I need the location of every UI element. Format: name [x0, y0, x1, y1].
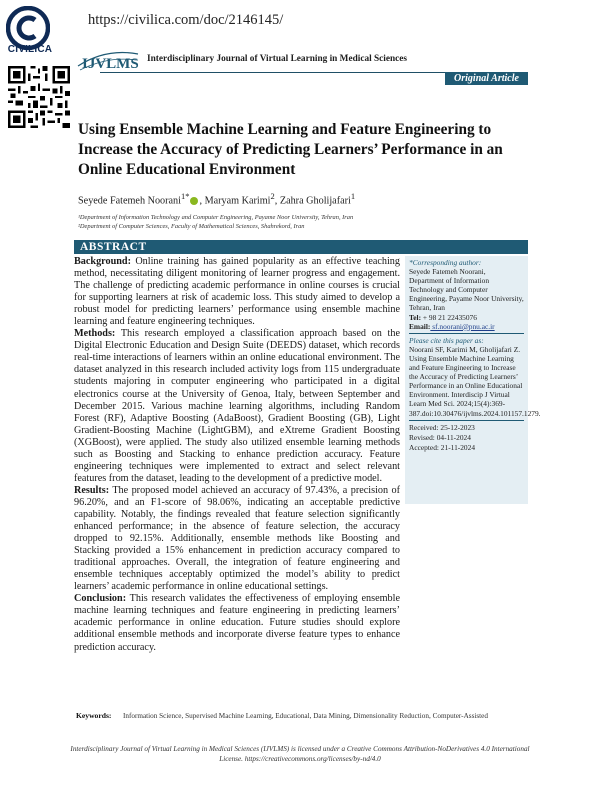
citation-text: Noorani SF, Karimi M, Gholijafari Z. Using Ensemble Machine Learning and Feature Engineering to Increase the Accuracy of Predicting Learners’ Performance in an Online Educational Environment. Interdiscip J Virtual Learn Med Sci. 2024;15(4):369-387.doi:10.30476/ijvlms.2024.101157.1279. — [409, 344, 541, 418]
journal-name: Interdisciplinary Journal of Virtual Learning in Medical Sciences — [147, 54, 408, 64]
cite-heading: Please cite this paper as: — [409, 335, 484, 345]
license-footer: Interdisciplinary Journal of Virtual Learning in Medical Sciences (IJVLMS) is licensed under a Creative Commons Attribution-NoDerivatives 4.0 International License. https://creativecommons.org/licenses/by-nd/4.0 — [70, 745, 530, 763]
results-label: Results: — [74, 484, 110, 496]
author-3: , Zahra Gholijafari — [274, 195, 351, 207]
affiliation-1: ¹Department of Information Technology and Computer Engineering, Payame Noor University, Tehran, Iran — [78, 214, 354, 221]
side-divider — [409, 420, 524, 421]
document-url[interactable]: https://civilica.com/doc/2146145/ — [88, 12, 284, 28]
abstract-body — [74, 256, 400, 654]
abstract-conclusion: Conclusion: This research validates the effectiveness of employing ensemble machine learning techniques and feature engineering in predicting learners’ academic performance in online education. Future studies should explore additional ensemble methods and incorporate diverse feature types to enhance prediction accuracy. — [74, 593, 400, 653]
keywords-text: Information Science, Supervised Machine Learning, Educational, Data Mining, Dimensionality Reduction, Computer-Assisted — [123, 712, 488, 720]
civilica-brand: CIVILICA — [7, 44, 53, 55]
author-list: Seyede Fatemeh Noorani$^{1*}$ , Maryam Karimi$^2$, Zahra Gholijafari$^1$ — [78, 191, 356, 207]
corresponding-address: Department of Information Technology and Computer Engineering, Payame Noor University, Tehran, Iran — [409, 276, 524, 313]
corresponding-email: Email: sf.noorani@pnu.ac.ir — [409, 321, 495, 331]
corresponding-heading: *Corresponding author: — [409, 258, 482, 267]
abstract-methods: Methods: This research employed a classification approach based on the Digital Electronic Education and Design Suite (DEEDS) dataset, which records real-time interactions of learners within an online educational environment. The dataset analyzed in this research included activity logs from 115 undergraduate students majoring in computer engineering who participated in a digital electronics course at the University of Genoa, Italy, between September and December 2015. Various machine learning algorithms, including Random Forest (RF), Adaptive Boosting (AdaBoost), Gradient Boosting (GB), Light Gradient-Boosting Machine (LightGBM), and eXtreme Gradient Boosting (XGBoost), were applied. The study also utilized ensemble learning methods such as Boosting and Stacking to enhance prediction accuracy. Feature engineering techniques were implemented to extract and select relevant features from the dataset, leading to the development of a predictive model. — [74, 328, 400, 484]
author-1-sup: 1* — [180, 191, 190, 201]
abstract-results: Results: The proposed model achieved an accuracy of 97.43%, a precision of 96.20%, and an F1-score of 98.06%, indicating an acceptable predictive capability. Notably, the findings revealed that feature selection significantly enhanced performance; in the absence of feature selection, the accuracy dropped to 92.15%. Additionally, ensemble methods like Boosting and Stacking provided a 15% enhancement in prediction accuracy compared to traditional approaches. Overall, the integration of feature engineering and ensemble techniques acceptably optimized the model’s ability to predict learners’ academic performance in online educational settings. — [74, 484, 400, 593]
corresponding-name: Seyede Fatemeh Noorani, — [409, 267, 486, 277]
qr-code-icon — [8, 66, 70, 128]
journal-logo-text: IJVLMS — [82, 56, 139, 72]
email-link[interactable]: sf.noorani@pnu.ac.ir — [430, 321, 495, 331]
author-1: Seyede Fatemeh Noorani — [78, 195, 181, 207]
side-panel — [405, 256, 541, 504]
abstract-background: Background: Online training has gained popularity as an effective teaching method, necessitating diligent monitoring of learner progress and engagement. The challenge of predicting academic performance in online courses is crucial for supporting learners at risk of academic loss. This study aimed to develop a robust model for predicting learners’ performance using ensemble machine learning and feature engineering techniques. — [74, 256, 400, 328]
paper-title: Using Ensemble Machine Learning and Feature Engineering to Increase the Accuracy of Predicting Learners’ Performance in an Online Educational Environment — [78, 121, 503, 178]
author-2: Maryam Karimi — [202, 195, 271, 207]
orcid-icon[interactable] — [190, 197, 198, 205]
conclusion-label: Conclusion: — [74, 593, 127, 605]
revised-date: Revised: 04-11-2024 — [409, 432, 471, 442]
article-type-badge: Original Article — [445, 72, 528, 85]
abstract-heading: ABSTRACT — [74, 240, 528, 254]
accepted-date: Accepted: 21-11-2024 — [409, 442, 476, 452]
side-divider — [409, 333, 524, 334]
received-date: Received: 25-12-2023 — [409, 422, 475, 432]
corresponding-tel: Tel: + 98 21 22435076 — [409, 312, 477, 322]
author-3-sup: 1 — [350, 191, 356, 201]
background-label: Background: — [74, 256, 131, 267]
keywords-label: Keywords: — [76, 711, 112, 720]
methods-label: Methods: — [74, 328, 116, 340]
author-2-sup: 2 — [270, 191, 275, 201]
affiliation-2: ²Department of Computer Sciences, Faculty of Mathematical Sciences, Shahrekord, Iran — [78, 223, 305, 230]
